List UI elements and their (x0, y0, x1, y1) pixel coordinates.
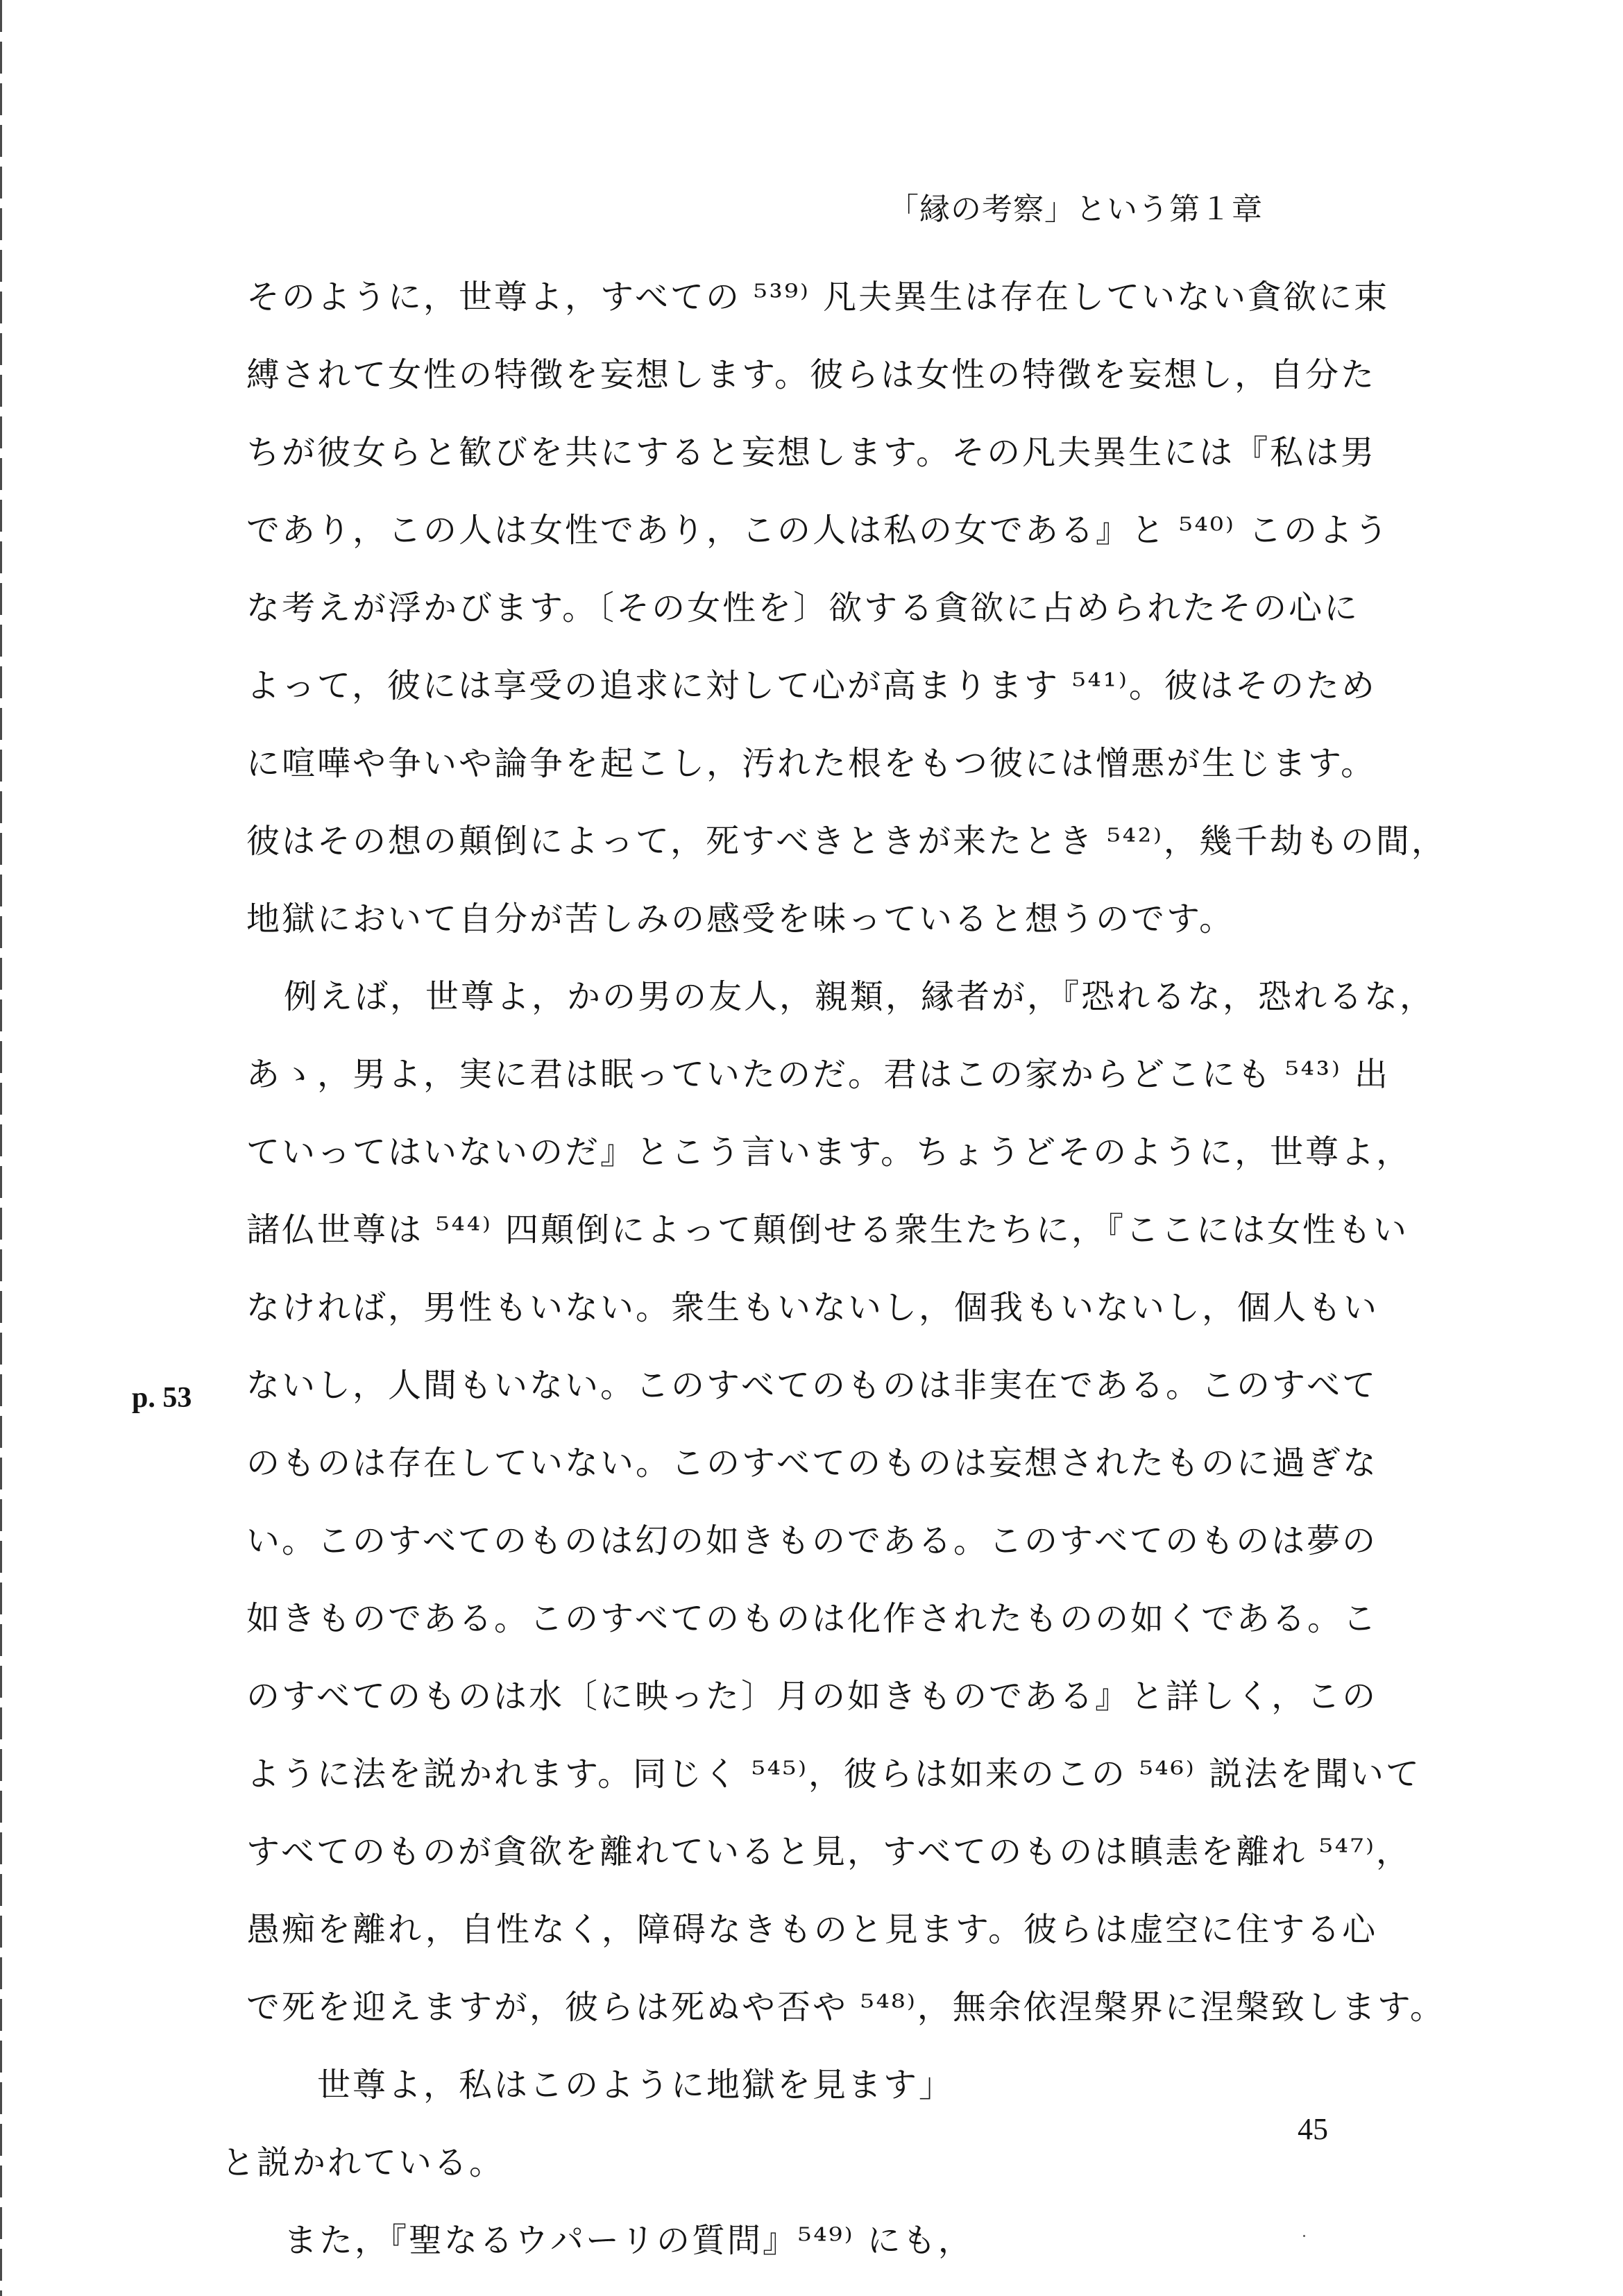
text-line: い。このすべてのものは幻の如きものである。このすべてのものは夢の (246, 1521, 1378, 1560)
text-line: のものは存在していない。このすべてのものは妄想されたものに過ぎな (246, 1444, 1379, 1483)
running-head: 「縁の考察」という第１章 (888, 192, 1263, 227)
text-line: なければ，男性もいない。衆生もいないし，個我もいないし，個人もい (246, 1288, 1379, 1327)
text-line: すべてのものが貪欲を離れていると見，すべてのものは瞋恚を離れ ⁵⁴⁷⁾， (246, 1832, 1411, 1871)
text-line: 縛されて女性の特徴を妄想します。彼らは女性の特徴を妄想し，自分た (246, 355, 1377, 394)
text-line: な考えが浮かびます。〔その女性を〕欲する貪欲に占められたその心に (246, 589, 1360, 627)
text-line: に喧嘩や争いや論争を起こし，汚れた根をもつ彼には憎悪が生じます。 (246, 744, 1377, 783)
text-line: ていってはいないのだ』とこう言います。ちょうどそのように，世尊よ， (246, 1133, 1412, 1172)
body-text (221, 258, 1447, 2279)
text-line: よって，彼には享受の追求に対して心が高まります ⁵⁴¹⁾。彼はそのため (246, 666, 1377, 705)
scan-edge-shadow (0, 0, 2, 2296)
text-line: 如きものである。このすべてのものは化作されたものの如くである。こ (246, 1599, 1379, 1638)
scan-speck (1303, 2235, 1305, 2237)
text-line: ちが彼女らと歓びを共にすると妄想します。その凡夫異生には『私は男 (246, 433, 1377, 472)
text-line: ように法を説かれます。同じく ⁵⁴⁵⁾，彼らは如来のこの ⁵⁴⁶⁾ 説法を聞いて (246, 1755, 1421, 1793)
paragraph-start-line: また，『聖なるウパーリの質問』⁵⁴⁹⁾ にも， (284, 2221, 974, 2260)
text-line: で死を迎えますが，彼らは死ぬや否や ⁵⁴⁸⁾，無余依涅槃界に涅槃致します。 (246, 1988, 1445, 2027)
text-line: であり，この人は女性であり，この人は私の女である』と ⁵⁴⁰⁾ このよう (246, 511, 1391, 550)
text-line: 諸仏世尊は ⁵⁴⁴⁾ 四顛倒によって顛倒せる衆生たちに，『ここには女性もい (246, 1210, 1409, 1249)
page-number: 45 (1298, 2112, 1328, 2146)
text-line: と説かれている。 (221, 2143, 505, 2182)
text-line: 地獄において自分が苦しみの感受を味っていると想うのです。 (246, 900, 1235, 938)
text-line: そのように，世尊よ，すべての ⁵³⁹⁾ 凡夫異生は存在していない貪欲に束 (246, 278, 1390, 316)
quote-closing-line: 世尊よ，私はこのように地獄を見ます」 (317, 2066, 955, 2104)
text-line: あゝ，男よ，実に君は眠っていたのだ。君はこの家からどこにも ⁵⁴³⁾ 出 (246, 1055, 1391, 1094)
text-line: 愚痴を離れ，自性なく，障碍なきものと見ます。彼らは虚空に住する心 (246, 1910, 1378, 1949)
margin-page-reference: p. 53 (132, 1382, 192, 1414)
paragraph-start-line: 例えば，世尊よ，かの男の友人，親類，縁者が，『恐れるな，恐れるな， (284, 977, 1436, 1016)
text-line: 彼はその想の顛倒によって，死すべきときが来たとき ⁵⁴²⁾，幾千劫もの間， (246, 822, 1447, 861)
text-line: ないし，人間もいない。このすべてのものは非実在である。このすべて (246, 1366, 1378, 1405)
text-line: のすべてのものは水〔に映った〕月の如きものである』と詳しく，この (246, 1677, 1378, 1716)
